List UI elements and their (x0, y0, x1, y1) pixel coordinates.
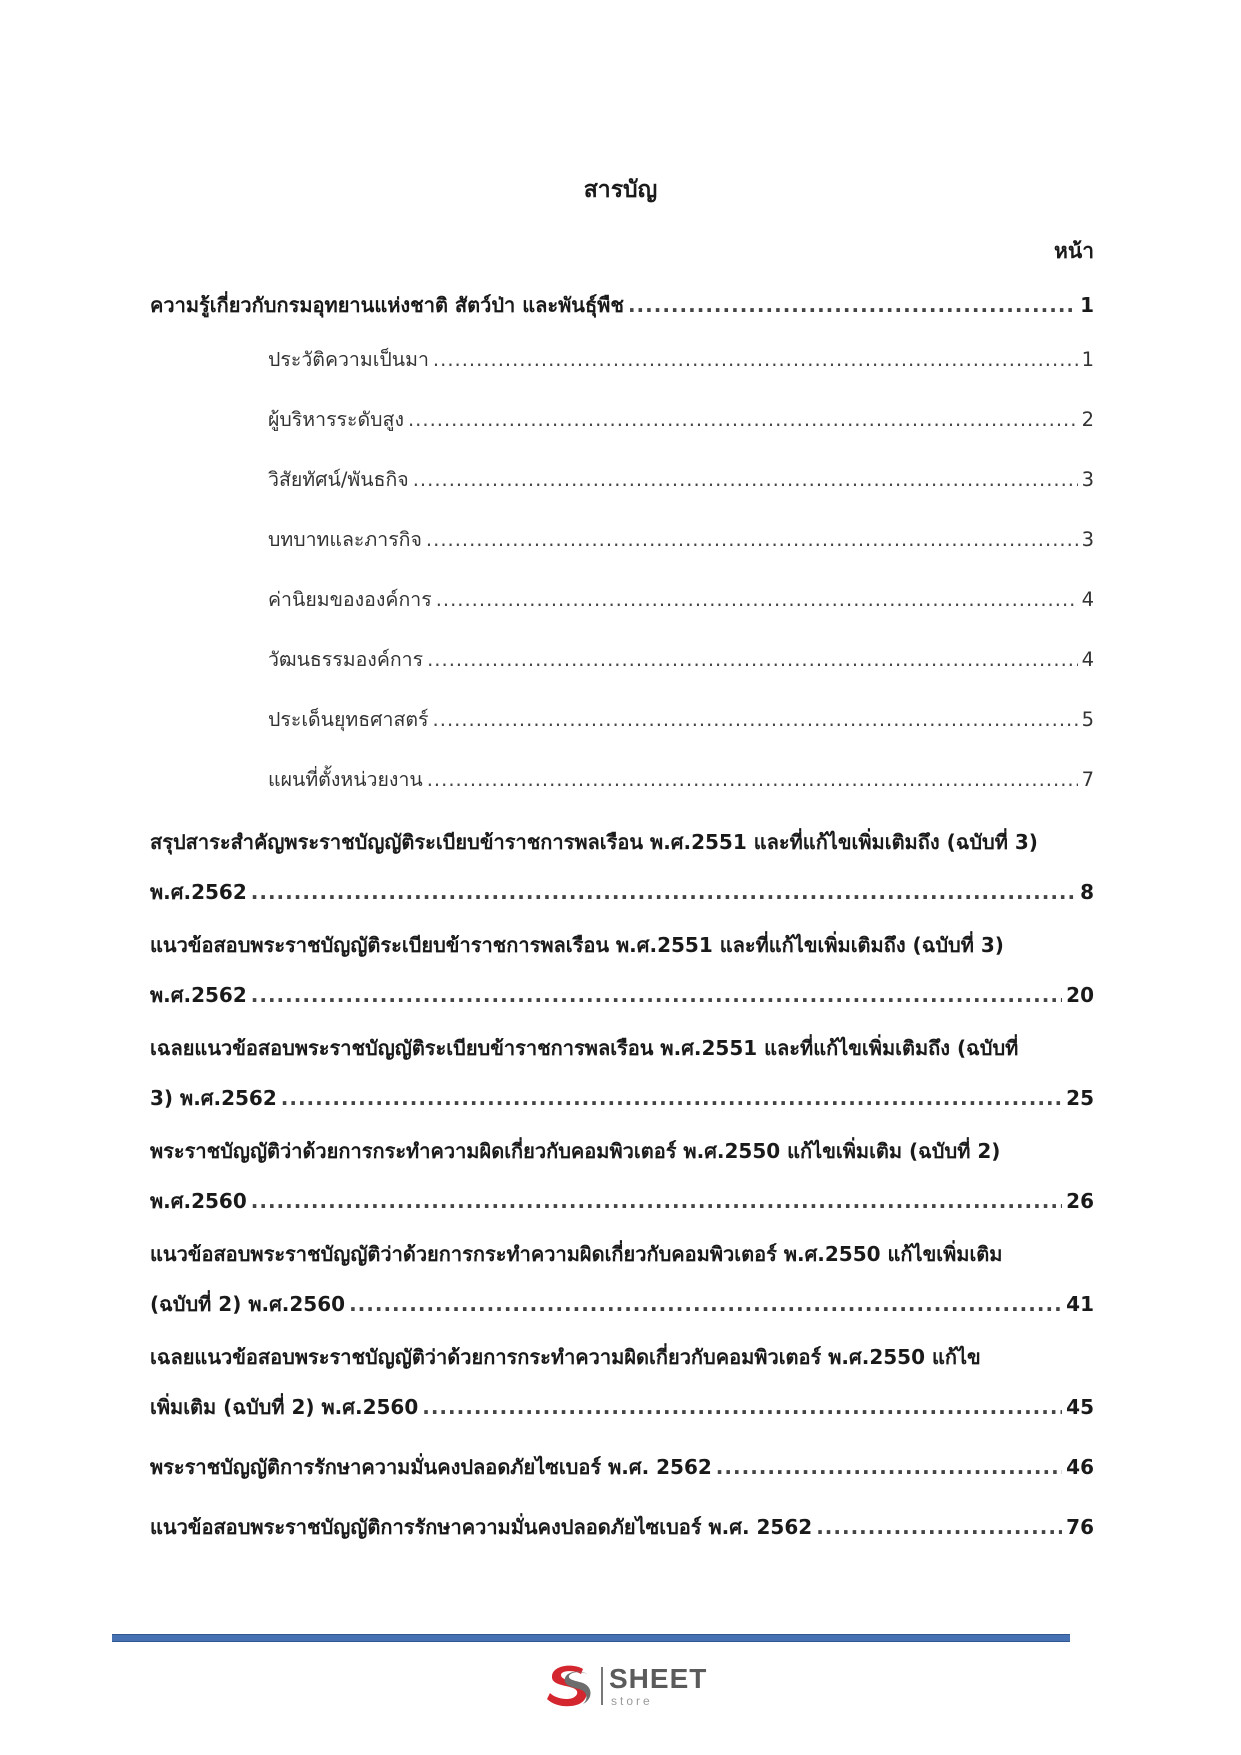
toc-entry-line2 (150, 1083, 1094, 1113)
toc-entry-text: วัฒนธรรมองค์การ (268, 648, 424, 671)
toc-entry-text-line1: พระราชบัญญัติว่าด้วยการกระทำความผิดเกี่ยวกับคอมพิวเตอร์ พ.ศ.2550 แก้ไขเพิ่มเติม (ฉบับที่ 2) (150, 1139, 1001, 1163)
toc-entry-page: 25 (1066, 1086, 1094, 1110)
toc-leader-dots (413, 465, 1078, 495)
toc-entry[interactable] (268, 345, 1094, 375)
toc-entry-page: 46 (1066, 1455, 1094, 1479)
page-column-header: หน้า (1054, 239, 1094, 263)
toc-entry-text: พระราชบัญญัติการรักษาความมั่นคงปลอดภัยไซเบอร์ พ.ศ. 2562 (150, 1455, 712, 1479)
toc-leader-dots (281, 1083, 1062, 1113)
toc-entry-page: 2 (1081, 408, 1094, 431)
logo-subtext: store (611, 1694, 653, 1708)
toc-leader-dots (433, 345, 1078, 375)
toc-entry-page: 3 (1081, 468, 1094, 491)
toc-entry[interactable] (268, 465, 1094, 495)
toc-leader-dots (251, 980, 1062, 1010)
toc-entry-page: 20 (1066, 983, 1094, 1007)
toc-leader-dots (349, 1289, 1062, 1319)
toc-entry-text: ค่านิยมขององค์การ (268, 588, 432, 611)
toc-entry-page: 76 (1066, 1515, 1094, 1539)
toc-entry-line2 (150, 1392, 1094, 1422)
toc-entry-text-line1: สรุปสาระสำคัญพระราชบัญญัติระเบียบข้าราชการพลเรือน พ.ศ.2551 และที่แก้ไขเพิ่มเติมถึง (ฉบับที่ 3) (150, 830, 1038, 854)
toc-entry-page: 8 (1080, 880, 1094, 904)
toc-entry-page: 4 (1081, 588, 1094, 611)
toc-leader-dots (716, 1452, 1062, 1482)
toc-entry-text-line2: พ.ศ.2560 (150, 1189, 247, 1213)
toc-leader-dots (422, 1392, 1062, 1422)
toc-entry-text-line2: (ฉบับที่ 2) พ.ศ.2560 (150, 1292, 346, 1316)
page-title: สารบัญ (583, 177, 658, 203)
toc-entry-page: 4 (1081, 648, 1094, 671)
toc-leader-dots (427, 645, 1077, 675)
toc-entry-page: 41 (1066, 1292, 1094, 1316)
toc-entry[interactable] (268, 405, 1094, 435)
toc-entry[interactable] (268, 525, 1094, 555)
toc-entry-text-line1: เฉลยแนวข้อสอบพระราชบัญญัติว่าด้วยการกระทำความผิดเกี่ยวกับคอมพิวเตอร์ พ.ศ.2550 แก้ไข (150, 1345, 981, 1369)
toc-entry-text-line1: แนวข้อสอบพระราชบัญญัติว่าด้วยการกระทำความผิดเกี่ยวกับคอมพิวเตอร์ พ.ศ.2550 แก้ไขเพิ่มเติม (150, 1242, 1003, 1266)
toc-entry-text-line2: เพิ่มเติม (ฉบับที่ 2) พ.ศ.2560 (150, 1395, 419, 1419)
toc-entry-line2 (150, 877, 1094, 907)
toc-entry-text: ประเด็นยุทธศาสตร์ (268, 708, 429, 731)
toc-leader-dots (408, 405, 1078, 435)
logo-text: SHEET (609, 1663, 708, 1694)
footer-rule (112, 1634, 1070, 1642)
toc-entry-text: แนวข้อสอบพระราชบัญญัติการรักษาความมั่นคงปลอดภัยไซเบอร์ พ.ศ. 2562 (150, 1515, 813, 1539)
toc-entry[interactable] (268, 765, 1094, 795)
toc-entry-text: ประวัติความเป็นมา (268, 348, 429, 371)
toc-entry[interactable] (150, 1512, 1094, 1542)
toc-leader-dots (436, 585, 1078, 615)
toc-entry-text-line2: พ.ศ.2562 (150, 983, 247, 1007)
toc-entry[interactable] (268, 705, 1094, 735)
toc-entry-text: บทบาทและภารกิจ (268, 528, 422, 551)
toc-entry-text: ผู้บริหารระดับสูง (268, 408, 404, 431)
toc-entry-line2 (150, 1186, 1094, 1216)
toc-leader-dots (251, 877, 1076, 907)
toc-entry-page: 5 (1081, 708, 1094, 731)
toc-entry-text: ความรู้เกี่ยวกับกรมอุทยานแห่งชาติ สัตว์ป่า และพันธุ์พืช (150, 293, 624, 317)
toc-entry-text-line1: เฉลยแนวข้อสอบพระราชบัญญัติระเบียบข้าราชการพลเรือน พ.ศ.2551 และที่แก้ไขเพิ่มเติมถึง (ฉบับที่ (150, 1036, 1019, 1060)
toc-entry[interactable] (150, 1452, 1094, 1482)
toc-entry-text-line2: พ.ศ.2562 (150, 880, 247, 904)
toc-entry-page: 7 (1081, 768, 1094, 791)
toc-entry-text: แผนที่ตั้งหน่วยงาน (268, 768, 423, 791)
toc-entry[interactable] (150, 290, 1094, 320)
toc-entry-text-line1: แนวข้อสอบพระราชบัญญัติระเบียบข้าราชการพลเรือน พ.ศ.2551 และที่แก้ไขเพิ่มเติมถึง (ฉบับที่ 3) (150, 933, 1004, 957)
toc-entry[interactable] (268, 645, 1094, 675)
toc-leader-dots (433, 705, 1078, 735)
toc-entry-page: 3 (1081, 528, 1094, 551)
toc-leader-dots (251, 1186, 1062, 1216)
toc-entry-page: 26 (1066, 1189, 1094, 1213)
toc-leader-dots (426, 525, 1078, 555)
toc-entry-page: 1 (1080, 293, 1094, 317)
sheet-store-logo (543, 1661, 713, 1709)
toc-entry[interactable] (268, 585, 1094, 615)
sheet-store-s-icon (543, 1661, 597, 1709)
toc-entry-page: 45 (1066, 1395, 1094, 1419)
toc-entry-line2 (150, 1289, 1094, 1319)
toc-leader-dots (427, 765, 1078, 795)
toc-entry-page: 1 (1081, 348, 1094, 371)
toc-leader-dots (628, 290, 1076, 320)
toc-leader-dots (816, 1512, 1062, 1542)
toc-entry-text: วิสัยทัศน์/พันธกิจ (268, 468, 409, 491)
toc-entry-line2 (150, 980, 1094, 1010)
toc-entry-text-line2: 3) พ.ศ.2562 (150, 1086, 277, 1110)
logo-divider (601, 1667, 603, 1705)
